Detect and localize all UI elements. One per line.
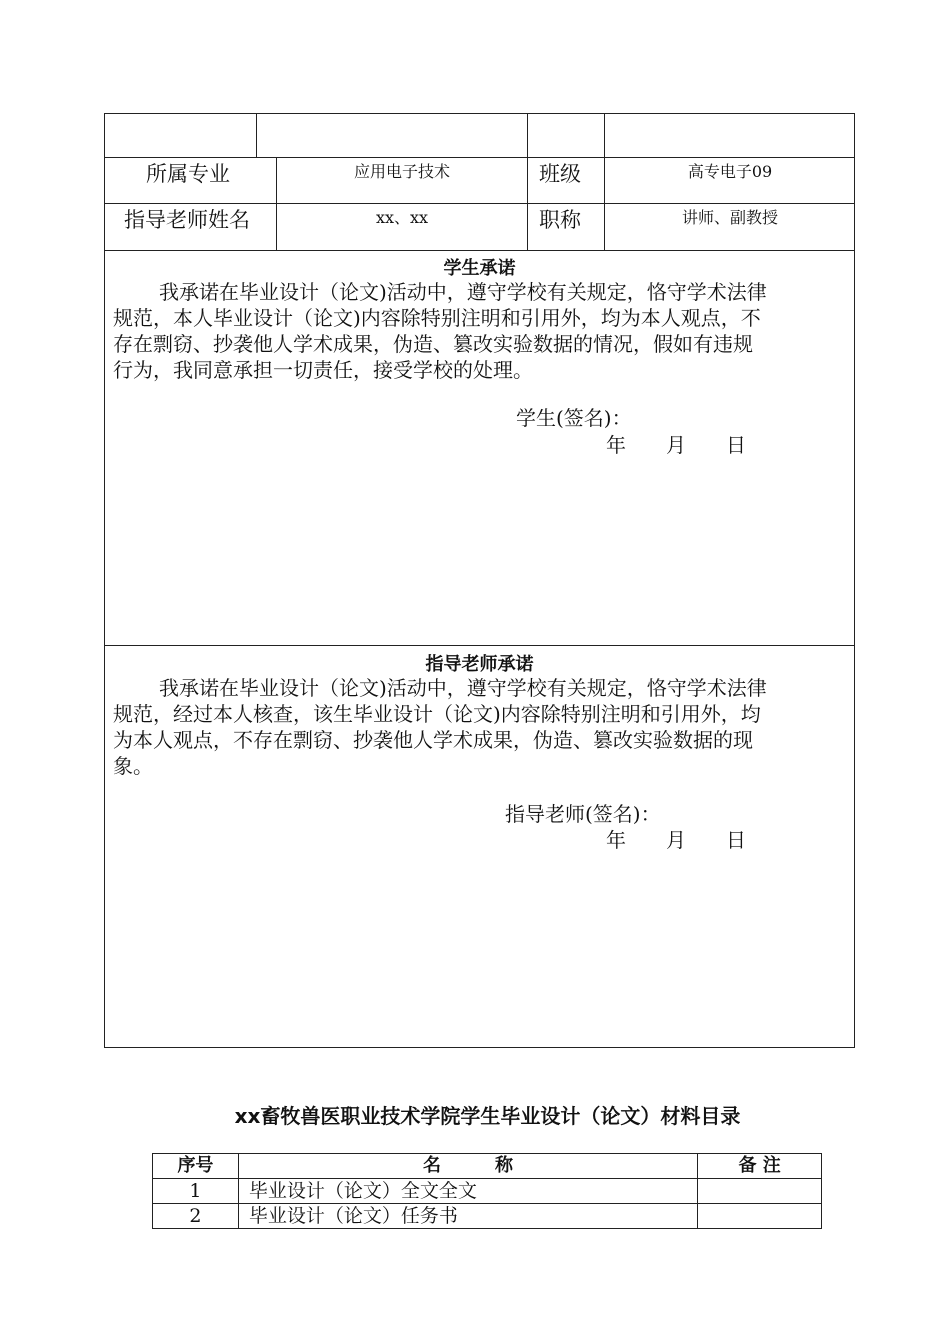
catalog-title: xx畜牧兽医职业技术学院学生毕业设计（论文）材料目录 xyxy=(234,1104,741,1128)
catalog-index-cell: 2 xyxy=(153,1204,239,1229)
title-label: 职称 xyxy=(539,208,581,232)
catalog-name-cell: 毕业设计（论文）任务书 xyxy=(238,1204,697,1229)
student-pledge-line: 规范，本人毕业设计（论文)内容除特别注明和引用外，均为本人观点，不 xyxy=(113,306,761,330)
student-pledge-line: 行为，我同意承担一切责任，接受学校的处理。 xyxy=(113,358,533,382)
table-row xyxy=(153,1179,822,1204)
student-pledge-line: 存在剽窃、抄袭他人学术成果，伪造、篡改实验数据的情况，假如有违规 xyxy=(113,332,753,356)
teacher-date-label: 年 月 日 xyxy=(606,828,746,852)
teacher-signature-label: 指导老师(签名)： xyxy=(505,802,661,826)
catalog-note-cell xyxy=(698,1179,822,1204)
catalog-header-row xyxy=(153,1154,822,1179)
teacher-pledge-line: 规范，经过本人核查，该生毕业设计（论文)内容除特别注明和引用外，均 xyxy=(113,702,761,726)
catalog-index-cell: 1 xyxy=(153,1179,239,1204)
student-pledge-text xyxy=(113,279,848,383)
teacher-pledge-line: 象。 xyxy=(113,754,153,778)
teacher-pledge-line: 为本人观点，不存在剽窃、抄袭他人学术成果，伪造、篡改实验数据的现 xyxy=(113,728,753,752)
student-pledge-line: 我承诺在毕业设计（论文)活动中，遵守学校有关规定，恪守学术法律 xyxy=(159,280,767,304)
catalog-name-cell: 毕业设计（论文）全文全文 xyxy=(238,1179,697,1204)
catalog-header-note: 备 注 xyxy=(698,1154,822,1179)
student-signature-label: 学生(签名)： xyxy=(516,406,632,430)
major-value: 应用电子技术 xyxy=(353,162,450,181)
class-label: 班级 xyxy=(539,162,581,186)
title-value: 讲师、副教授 xyxy=(681,208,778,227)
table-row xyxy=(153,1204,822,1229)
catalog-header-index: 序号 xyxy=(153,1154,239,1179)
major-label: 所属专业 xyxy=(146,162,230,186)
catalog-note-cell xyxy=(698,1204,822,1229)
advisor-name-label: 指导老师姓名 xyxy=(124,208,250,232)
teacher-pledge-heading: 指导老师承诺 xyxy=(425,654,534,675)
teacher-pledge-line: 我承诺在毕业设计（论文)活动中，遵守学校有关规定，恪守学术法律 xyxy=(159,676,767,700)
student-date-label: 年 月 日 xyxy=(606,433,746,457)
advisor-name-value: xx、xx xyxy=(375,208,429,227)
teacher-pledge-text xyxy=(113,675,848,779)
catalog-table xyxy=(152,1153,822,1229)
student-pledge-heading: 学生承诺 xyxy=(443,258,516,279)
catalog-header-name: 名 称 xyxy=(238,1154,697,1179)
class-value: 高专电子09 xyxy=(687,162,773,181)
